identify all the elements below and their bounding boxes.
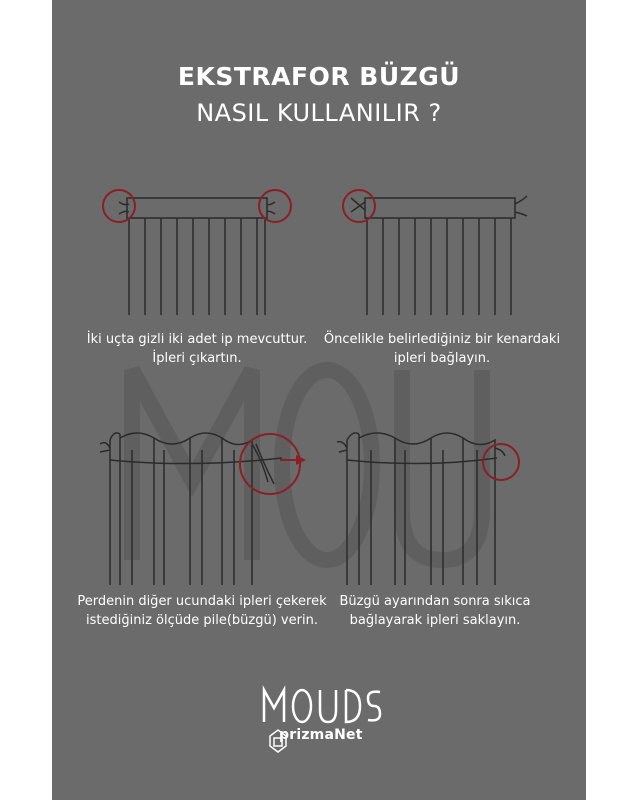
page-title: EKSTRAFOR BÜZGÜ [177, 62, 461, 91]
step-1-illustration [97, 180, 297, 320]
step-2-illustration [335, 180, 535, 320]
page-subtitle: NASIL KULLANILIR ? [196, 99, 442, 127]
step-1-line-2: İpleri çıkartın. [152, 351, 242, 366]
step-2-caption [317, 330, 567, 368]
brand-sub-logo: prizmaNet [279, 727, 363, 743]
instruction-card [52, 0, 586, 800]
step-4-line-2: bağlayarak ipleri saklayın. [349, 613, 521, 628]
step-3-line-1: Perdenin diğer ucundaki ipleri çekerek [77, 594, 327, 609]
step-2-line-2: ipleri bağlayın. [393, 351, 491, 366]
step-3-caption [67, 592, 337, 630]
step-1-line-1: İki uçta gizli iki adet ip mevcuttur. [86, 332, 308, 347]
step-4-illustration [335, 420, 535, 590]
step-3-line-2: istediğiniz ölçüde pile(büzgü) verin. [86, 613, 318, 628]
step-2-line-1: Öncelikle belirlediğiniz bir kenardaki [323, 332, 561, 347]
step-4-caption [310, 592, 560, 630]
step-4-line-1: Büzgü ayarından sonra sıkıca [339, 594, 531, 609]
step-1-caption [72, 330, 322, 368]
step-3-illustration [92, 420, 312, 590]
brand-logo [242, 680, 402, 760]
